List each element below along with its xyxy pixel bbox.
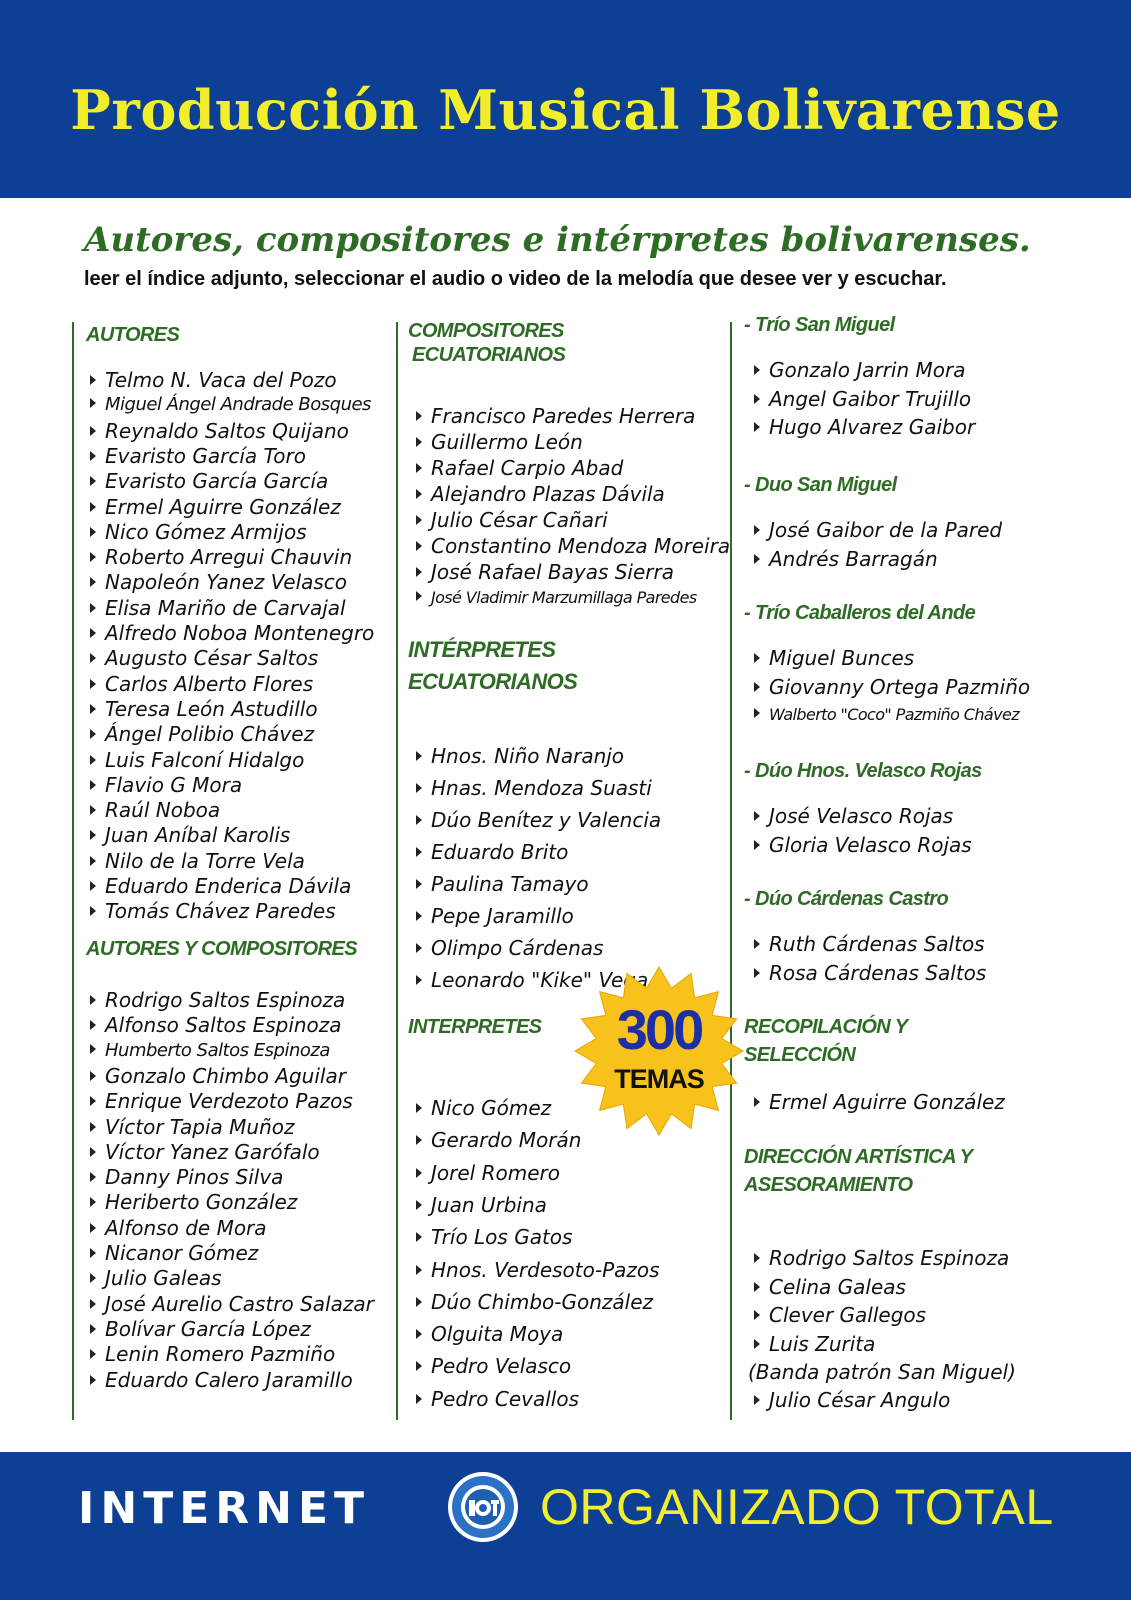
section-title-interpretes: INTERPRETES xyxy=(408,1016,542,1038)
list-item: Celina Galeas xyxy=(754,1275,906,1299)
list-item: Bolívar García López xyxy=(90,1317,311,1341)
list-item: Ermel Aguirre González xyxy=(754,1090,1005,1114)
list-item: Roberto Arregui Chauvin xyxy=(90,545,352,569)
subtitle: Autores, compositores e intérpretes bolivarenses. xyxy=(84,220,1031,260)
section-title-direccion-line1: DIRECCIÓN ARTÍSTICA Y xyxy=(744,1146,973,1168)
list-item: Ángel Polibio Chávez xyxy=(90,722,314,746)
list-item: Pepe Jaramillo xyxy=(416,904,574,928)
list-item: Nico Gómez Armijos xyxy=(90,520,307,544)
triangle-bullet-icon xyxy=(416,879,422,889)
list-item: Humberto Saltos Espinoza xyxy=(90,1039,330,1063)
list-item: Evaristo García Toro xyxy=(90,444,306,468)
triangle-bullet-icon xyxy=(416,1135,422,1145)
list-item: Constantino Mendoza Moreira xyxy=(416,534,730,558)
list-item: Rafael Carpio Abad xyxy=(416,456,623,480)
badge-number: 300 xyxy=(616,998,702,1061)
triangle-bullet-icon xyxy=(90,1248,96,1258)
list-item: Elisa Mariño de Carvajal xyxy=(90,596,346,620)
triangle-bullet-icon xyxy=(90,1349,96,1359)
triangle-bullet-icon xyxy=(90,1223,96,1233)
triangle-bullet-icon xyxy=(416,943,422,953)
list-item: Trío Los Gatos xyxy=(416,1225,572,1249)
triangle-bullet-icon xyxy=(90,995,96,1005)
column-grupos xyxy=(730,314,1122,1420)
section-title-trio-caballeros: - Trío Caballeros del Ande xyxy=(744,602,976,624)
triangle-bullet-icon xyxy=(416,437,422,447)
triangle-bullet-icon xyxy=(90,1147,96,1157)
triangle-bullet-icon xyxy=(90,628,96,638)
list-item: Rosa Cárdenas Saltos xyxy=(754,961,986,985)
list-item: José Velasco Rojas xyxy=(754,804,953,828)
section-title-autores-compositores: AUTORES Y COMPOSITORES xyxy=(86,938,357,960)
triangle-bullet-icon xyxy=(416,1265,422,1275)
list-item: Julio César Angulo xyxy=(754,1388,950,1412)
triangle-bullet-icon xyxy=(754,682,760,692)
triangle-bullet-icon xyxy=(90,1197,96,1207)
list-item: Pedro Cevallos xyxy=(416,1387,579,1411)
list-item: Eduardo Enderica Dávila xyxy=(90,874,351,898)
triangle-bullet-icon xyxy=(416,1394,422,1404)
triangle-bullet-icon xyxy=(416,911,422,921)
list-item: Víctor Tapia Muñoz xyxy=(90,1115,294,1139)
triangle-bullet-icon xyxy=(90,729,96,739)
list-item: Luis Falconí Hidalgo xyxy=(90,748,304,772)
list-item: Miguel Ángel Andrade Bosques xyxy=(90,393,371,417)
triangle-bullet-icon xyxy=(90,1273,96,1283)
triangle-bullet-icon xyxy=(90,1172,96,1182)
list-item: Hnos. Niño Naranjo xyxy=(416,744,624,768)
triangle-bullet-icon xyxy=(416,515,422,525)
triangle-bullet-icon xyxy=(416,751,422,761)
triangle-bullet-icon xyxy=(416,1329,422,1339)
triangle-bullet-icon xyxy=(90,856,96,866)
column-compositores-interpretes xyxy=(396,320,731,1420)
instructions: leer el índice adjunto, seleccionar el audio o video de la melodía que desee ver y escuchar. xyxy=(84,268,947,290)
list-item: Hnas. Mendoza Suasti xyxy=(416,776,652,800)
triangle-bullet-icon xyxy=(416,463,422,473)
section-title-trio-san-miguel: - Trío San Miguel xyxy=(744,314,895,336)
list-item: Hugo Alvarez Gaibor xyxy=(754,415,975,439)
list-item: Alejandro Plazas Dávila xyxy=(416,482,665,506)
section-title-autores: AUTORES xyxy=(86,324,180,346)
direccion-note: (Banda patrón San Miguel) xyxy=(748,1360,1016,1384)
list-item: Olimpo Cárdenas xyxy=(416,936,603,960)
triangle-bullet-icon xyxy=(416,815,422,825)
triangle-bullet-icon xyxy=(416,567,422,577)
list-item: Eduardo Calero Jaramillo xyxy=(90,1368,353,1392)
section-title-direccion-line2: ASESORAMIENTO xyxy=(744,1174,913,1196)
triangle-bullet-icon xyxy=(754,1395,760,1405)
section-title-recopilacion-line2: SELECCIÓN xyxy=(744,1044,856,1066)
list-item: Nico Gómez xyxy=(416,1096,551,1120)
list-item: Raúl Noboa xyxy=(90,798,220,822)
triangle-bullet-icon xyxy=(90,805,96,815)
triangle-bullet-icon xyxy=(90,527,96,537)
triangle-bullet-icon xyxy=(90,552,96,562)
triangle-bullet-icon xyxy=(90,1324,96,1334)
triangle-bullet-icon xyxy=(90,451,96,461)
triangle-bullet-icon xyxy=(90,906,96,916)
triangle-bullet-icon xyxy=(754,708,760,718)
triangle-bullet-icon xyxy=(416,847,422,857)
triangle-bullet-icon xyxy=(90,603,96,613)
list-item: Julio César Cañari xyxy=(416,508,608,532)
list-item: Heriberto González xyxy=(90,1190,297,1214)
list-item: Francisco Paredes Herrera xyxy=(416,404,695,428)
list-item: Dúo Benítez y Valencia xyxy=(416,808,661,832)
triangle-bullet-icon xyxy=(90,577,96,587)
list-item: Rodrigo Saltos Espinoza xyxy=(90,988,345,1012)
list-item: Alfonso de Mora xyxy=(90,1216,267,1240)
list-item: Olguita Moya xyxy=(416,1322,563,1346)
section-title-interpretes-ec-line2: ECUATORIANOS xyxy=(408,669,578,694)
list-item: Juan Aníbal Karolis xyxy=(90,823,290,847)
triangle-bullet-icon xyxy=(90,1375,96,1385)
triangle-bullet-icon xyxy=(90,1044,96,1054)
triangle-bullet-icon xyxy=(90,704,96,714)
triangle-bullet-icon xyxy=(90,1299,96,1309)
section-title-duo-velasco-rojas: - Dúo Hnos. Velasco Rojas xyxy=(744,760,982,782)
list-item: Andrés Barragán xyxy=(754,547,938,571)
list-item: Guillermo León xyxy=(416,430,583,454)
list-item: Nicanor Gómez xyxy=(90,1241,258,1265)
triangle-bullet-icon xyxy=(754,422,760,432)
triangle-bullet-icon xyxy=(90,1096,96,1106)
triangle-bullet-icon xyxy=(754,1339,760,1349)
triangle-bullet-icon xyxy=(416,1168,422,1178)
section-title-compositores-line2: ECUATORIANOS xyxy=(412,344,566,366)
section-title-duo-cardenas-castro: - Dúo Cárdenas Castro xyxy=(744,888,949,910)
list-item: Julio Galeas xyxy=(90,1266,222,1290)
list-item: Hnos. Verdesoto-Pazos xyxy=(416,1258,660,1282)
list-item: Flavio G Mora xyxy=(90,773,242,797)
list-item: Danny Pinos Silva xyxy=(90,1165,283,1189)
list-item: Lenin Romero Pazmiño xyxy=(90,1342,335,1366)
list-item: Gloria Velasco Rojas xyxy=(754,833,972,857)
triangle-bullet-icon xyxy=(90,881,96,891)
list-item: Gerardo Morán xyxy=(416,1128,581,1152)
triangle-bullet-icon xyxy=(90,755,96,765)
triangle-bullet-icon xyxy=(754,840,760,850)
triangle-bullet-icon xyxy=(90,375,96,385)
triangle-bullet-icon xyxy=(90,502,96,512)
section-title-compositores-line1: COMPOSITORES xyxy=(408,320,564,342)
list-item: Dúo Chimbo-González xyxy=(416,1290,653,1314)
list-item: José Vladimir Marzumillaga Paredes xyxy=(416,586,697,610)
list-item: Clever Gallegos xyxy=(754,1303,926,1327)
triangle-bullet-icon xyxy=(416,411,422,421)
triangle-bullet-icon xyxy=(416,1361,422,1371)
triangle-bullet-icon xyxy=(754,1282,760,1292)
list-item: Walberto "Coco" Pazmiño Chávez xyxy=(754,703,1019,727)
triangle-bullet-icon xyxy=(90,1071,96,1081)
section-title-duo-san-miguel: - Duo San Miguel xyxy=(744,474,897,496)
triangle-bullet-icon xyxy=(754,554,760,564)
iot-globe-logo-icon xyxy=(446,1470,520,1544)
list-item: Evaristo García García xyxy=(90,469,328,493)
list-item: Gonzalo Jarrin Mora xyxy=(754,358,965,382)
list-item: Alfonso Saltos Espinoza xyxy=(90,1013,342,1037)
triangle-bullet-icon xyxy=(754,1097,760,1107)
list-item: Alfredo Noboa Montenegro xyxy=(90,621,374,645)
list-item: Jorel Romero xyxy=(416,1161,560,1185)
list-item: Tomás Chávez Paredes xyxy=(90,899,336,923)
list-item: Miguel Bunces xyxy=(754,646,914,670)
footer-brand-left: INTERNET xyxy=(78,1483,371,1534)
list-item: Teresa León Astudillo xyxy=(90,697,318,721)
triangle-bullet-icon xyxy=(90,426,96,436)
list-item: Leonardo "Kike" Vega xyxy=(416,968,648,992)
list-item: José Gaibor de la Pared xyxy=(754,518,1002,542)
list-item: Eduardo Brito xyxy=(416,840,568,864)
section-title-recopilacion-line1: RECOPILACIÓN Y xyxy=(744,1016,908,1038)
list-item: Paulina Tamayo xyxy=(416,872,589,896)
triangle-bullet-icon xyxy=(416,1103,422,1113)
triangle-bullet-icon xyxy=(90,653,96,663)
list-item: Ruth Cárdenas Saltos xyxy=(754,932,985,956)
triangle-bullet-icon xyxy=(416,1200,422,1210)
triangle-bullet-icon xyxy=(416,783,422,793)
list-item: Luis Zurita xyxy=(754,1332,875,1356)
triangle-bullet-icon xyxy=(754,394,760,404)
page-title: Producción Musical Bolivarense xyxy=(70,78,1061,142)
list-item: Augusto César Saltos xyxy=(90,646,318,670)
list-item: Pedro Velasco xyxy=(416,1354,571,1378)
triangle-bullet-icon xyxy=(90,1020,96,1030)
list-item: Gonzalo Chimbo Aguilar xyxy=(90,1064,346,1088)
triangle-bullet-icon xyxy=(754,653,760,663)
triangle-bullet-icon xyxy=(754,1253,760,1263)
triangle-bullet-icon xyxy=(90,780,96,790)
list-item: José Aurelio Castro Salazar xyxy=(90,1292,374,1316)
list-item: Reynaldo Saltos Quijano xyxy=(90,419,349,443)
triangle-bullet-icon xyxy=(416,591,422,601)
triangle-bullet-icon xyxy=(754,525,760,535)
triangle-bullet-icon xyxy=(90,1122,96,1132)
triangle-bullet-icon xyxy=(416,1232,422,1242)
list-item: Juan Urbina xyxy=(416,1193,547,1217)
list-item: Rodrigo Saltos Espinoza xyxy=(754,1246,1009,1270)
triangle-bullet-icon xyxy=(754,1310,760,1320)
triangle-bullet-icon xyxy=(754,365,760,375)
list-item: Ermel Aguirre González xyxy=(90,495,341,519)
list-item: Víctor Yanez Garófalo xyxy=(90,1140,320,1164)
footer-brand-right: ORGANIZADO TOTAL xyxy=(540,1479,1054,1535)
list-item: Napoleón Yanez Velasco xyxy=(90,570,347,594)
triangle-bullet-icon xyxy=(90,398,96,408)
list-item: José Rafael Bayas Sierra xyxy=(416,560,674,584)
triangle-bullet-icon xyxy=(90,476,96,486)
triangle-bullet-icon xyxy=(416,975,422,985)
triangle-bullet-icon xyxy=(90,679,96,689)
triangle-bullet-icon xyxy=(416,541,422,551)
list-item: Telmo N. Vaca del Pozo xyxy=(90,368,337,392)
triangle-bullet-icon xyxy=(754,811,760,821)
section-title-interpretes-ec-line1: INTÉRPRETES xyxy=(408,637,556,662)
list-item: Enrique Verdezoto Pazos xyxy=(90,1089,353,1113)
triangle-bullet-icon xyxy=(754,968,760,978)
triangle-bullet-icon xyxy=(754,939,760,949)
triangle-bullet-icon xyxy=(416,489,422,499)
badge-word: TEMAS xyxy=(614,1064,704,1094)
list-item: Giovanny Ortega Pazmiño xyxy=(754,675,1030,699)
triangle-bullet-icon xyxy=(416,1297,422,1307)
column-autores xyxy=(72,322,394,1420)
list-item: Angel Gaibor Trujillo xyxy=(754,387,971,411)
triangle-bullet-icon xyxy=(90,830,96,840)
header-banner xyxy=(0,0,1131,198)
list-item: Nilo de la Torre Vela xyxy=(90,849,305,873)
list-item: Carlos Alberto Flores xyxy=(90,672,313,696)
